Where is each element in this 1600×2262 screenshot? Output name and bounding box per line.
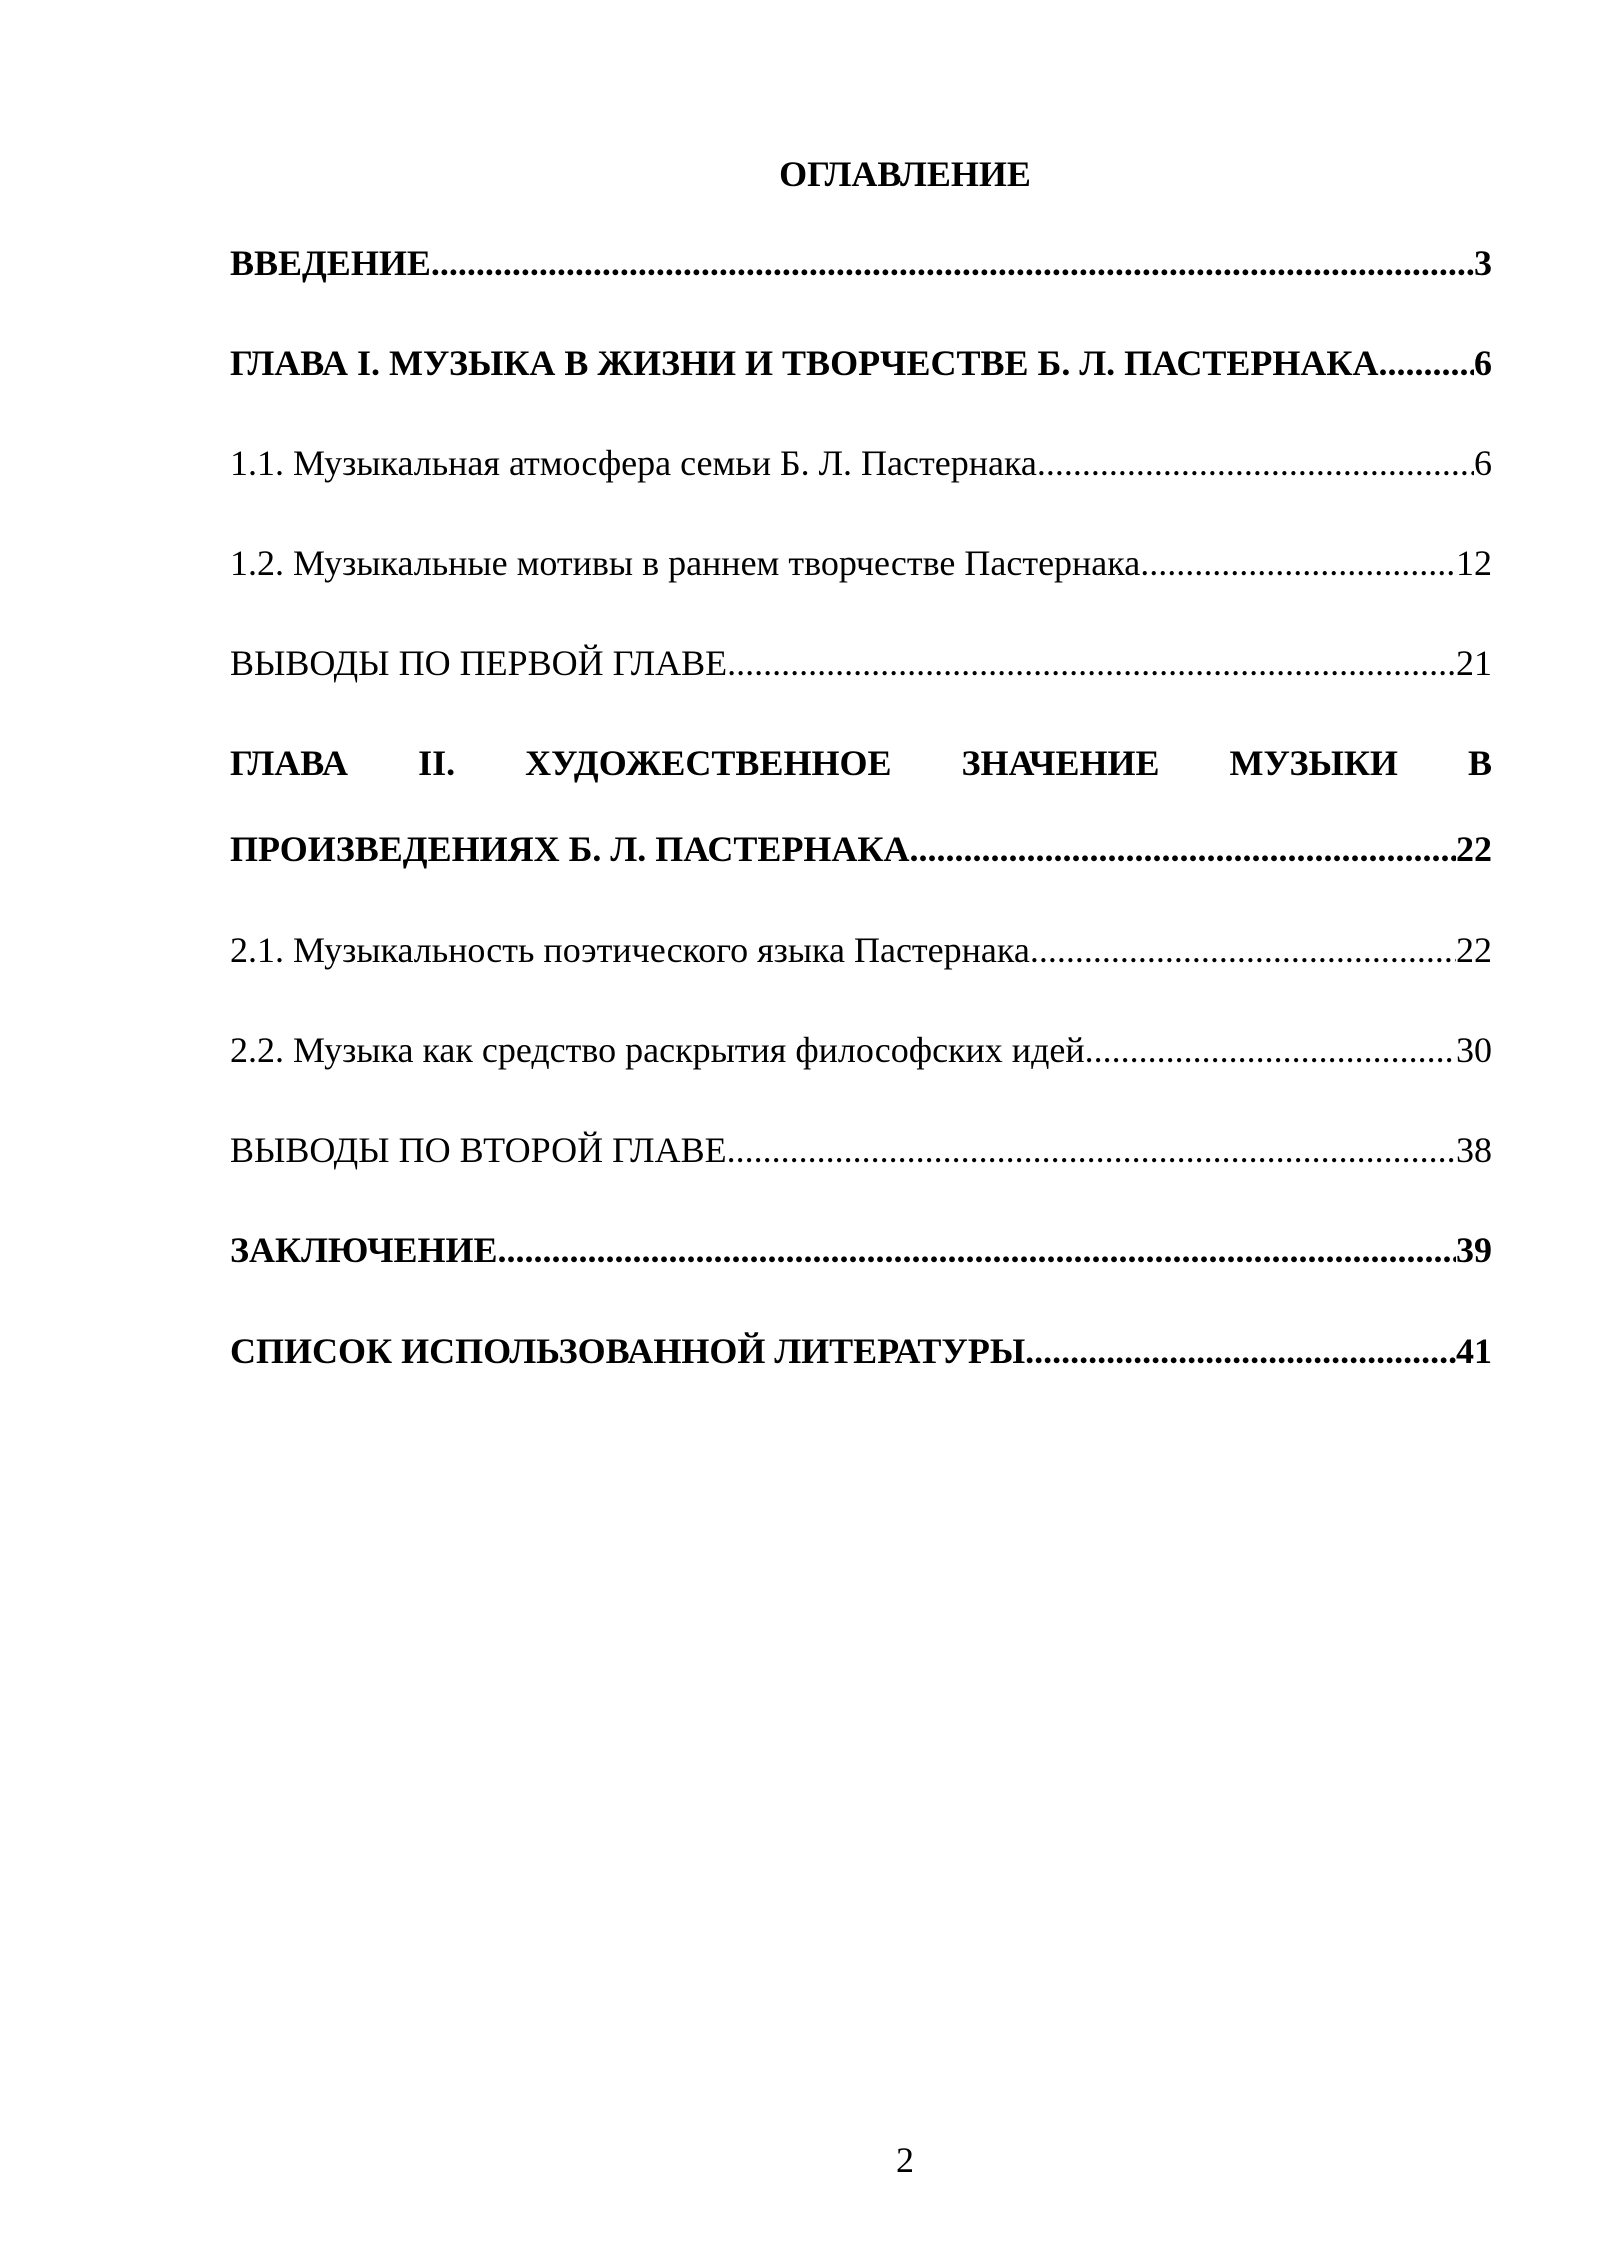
toc-entry-label: 1.1. Музыкальная атмосфера семьи Б. Л. Пастернака bbox=[230, 443, 1037, 483]
toc-entry-page: 6 bbox=[1474, 443, 1492, 483]
toc-title: ОГЛАВЛЕНИЕ bbox=[779, 154, 1031, 194]
toc-entry-page: 41 bbox=[1456, 1331, 1492, 1371]
toc-entry-conclusions-2[interactable] bbox=[230, 1125, 1492, 1175]
toc-entry-section-2-2[interactable] bbox=[230, 1025, 1492, 1075]
toc-entry-label: СПИСОК ИСПОЛЬЗОВАННОЙ ЛИТЕРАТУРЫ bbox=[230, 1331, 1026, 1371]
dot-leader bbox=[1387, 338, 1474, 388]
toc-entry-introduction[interactable] bbox=[230, 238, 1492, 288]
toc-entry-chapter-2-line1[interactable]: ГЛАВА II. ХУДОЖЕСТВЕННОЕ ЗНАЧЕНИЕ МУЗЫКИ В bbox=[230, 743, 1492, 783]
toc-entry-page: 3 bbox=[1474, 243, 1492, 283]
toc-entry-label: ПРОИЗВЕДЕНИЯХ Б. Л. ПАСТЕРНАКА bbox=[230, 829, 910, 869]
toc-entry-section-2-1[interactable] bbox=[230, 925, 1492, 975]
dot-leader bbox=[431, 238, 1474, 288]
toc-entry-conclusions-1[interactable] bbox=[230, 638, 1492, 688]
dot-leader bbox=[1030, 925, 1456, 975]
dot-leader bbox=[910, 824, 1456, 874]
page-number: 2 bbox=[896, 2140, 914, 2180]
toc-entry-section-1-1[interactable] bbox=[230, 438, 1492, 488]
dot-leader bbox=[727, 638, 1456, 688]
dot-leader bbox=[1085, 1025, 1456, 1075]
toc-entry-chapter-1[interactable] bbox=[230, 338, 1492, 388]
toc-entry-chapter-2[interactable] bbox=[230, 824, 1492, 874]
toc-entry-label: ВВЕДЕНИЕ bbox=[230, 243, 431, 283]
toc-entry-label: ГЛАВА I. МУЗЫКА В ЖИЗНИ И ТВОРЧЕСТВЕ Б. Л. ПАСТЕРНАКА. bbox=[230, 343, 1388, 383]
toc-entry-conclusion[interactable] bbox=[230, 1225, 1492, 1275]
toc-entry-page: 22 bbox=[1456, 930, 1492, 970]
toc-entry-label: 1.2. Музыкальные мотивы в раннем творчестве Пастернака bbox=[230, 543, 1141, 583]
toc-entry-page: 39 bbox=[1456, 1230, 1492, 1270]
dot-leader bbox=[1037, 438, 1474, 488]
toc-entry-page: 12 bbox=[1456, 543, 1492, 583]
toc-entry-bibliography[interactable] bbox=[230, 1326, 1492, 1376]
toc-entry-page: 22 bbox=[1456, 829, 1492, 869]
toc-entry-section-1-2[interactable] bbox=[230, 538, 1492, 588]
toc-entry-label: ЗАКЛЮЧЕНИЕ bbox=[230, 1230, 498, 1270]
dot-leader bbox=[1025, 1326, 1456, 1376]
toc-entry-page: 6 bbox=[1474, 343, 1492, 383]
toc-entry-page: 38 bbox=[1456, 1130, 1492, 1170]
toc-entry-page: 21 bbox=[1456, 643, 1492, 683]
toc-entry-label: 2.2. Музыка как средство раскрытия философских идей bbox=[230, 1030, 1085, 1070]
toc-entry-label: ВЫВОДЫ ПО ВТОРОЙ ГЛАВЕ bbox=[230, 1130, 727, 1170]
dot-leader bbox=[1140, 538, 1456, 588]
toc-entry-label: 2.1. Музыкальность поэтического языка Пастернака bbox=[230, 930, 1030, 970]
dot-leader bbox=[498, 1225, 1456, 1275]
toc-entry-label: ВЫВОДЫ ПО ПЕРВОЙ ГЛАВЕ bbox=[230, 643, 728, 683]
dot-leader bbox=[727, 1125, 1456, 1175]
toc-entry-page: 30 bbox=[1456, 1030, 1492, 1070]
